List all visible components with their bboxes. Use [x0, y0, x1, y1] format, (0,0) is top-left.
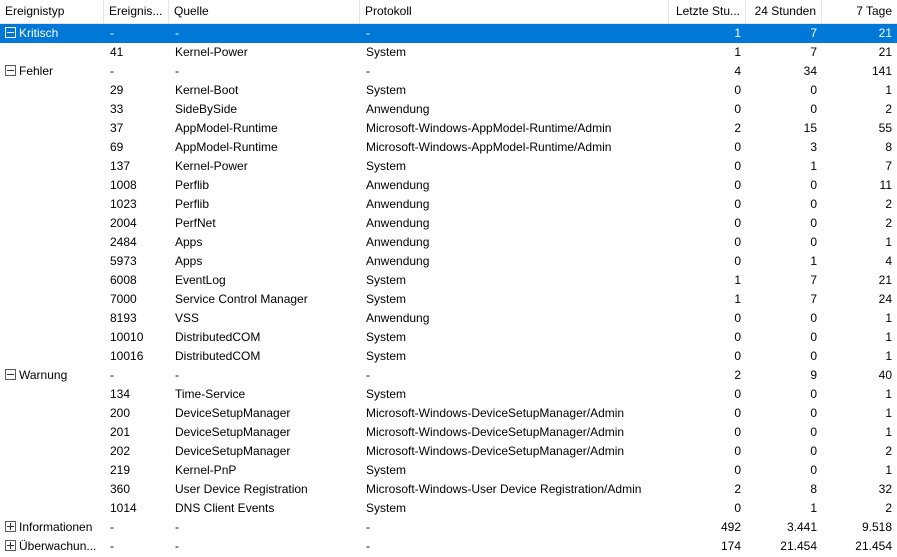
last-hour-cell: 0: [734, 349, 741, 363]
group-type-cell: [0, 537, 104, 556]
week-count-cell: 1: [885, 406, 892, 420]
event-row[interactable]: [0, 328, 897, 347]
type-cell-empty: [0, 404, 104, 423]
day-count-cell: 3: [810, 140, 817, 154]
last-hour-cell: 0: [734, 178, 741, 192]
day-count-cell: 0: [810, 83, 817, 97]
last-hour-cell: 0: [734, 463, 741, 477]
day-count-cell: 0: [810, 444, 817, 458]
type-cell-empty: [0, 157, 104, 176]
week-count-cell: 21: [878, 26, 892, 40]
day-count-cell: 7: [810, 273, 817, 287]
event-id-cell: 33: [110, 102, 124, 116]
last-hour-cell: 0: [734, 311, 741, 325]
event-id-cell: 29: [110, 83, 124, 97]
event-id-cell: 219: [110, 463, 131, 477]
event-row[interactable]: [0, 499, 897, 518]
type-cell-empty: [0, 252, 104, 271]
event-id-cell: 10016: [110, 349, 144, 363]
event-row[interactable]: [0, 423, 897, 442]
event-id-cell: 200: [110, 406, 131, 420]
event-id-cell: 134: [110, 387, 131, 401]
last-hour-cell: 4: [734, 64, 741, 78]
day-count-cell: 0: [810, 178, 817, 192]
event-row[interactable]: [0, 195, 897, 214]
event-row[interactable]: [0, 81, 897, 100]
day-count-cell: 1: [810, 254, 817, 268]
log-cell: System: [366, 501, 407, 515]
last-hour-cell: 2: [734, 482, 741, 496]
event-id-cell: -: [110, 368, 114, 382]
log-cell: Anwendung: [366, 311, 430, 325]
day-count-cell: 7: [810, 26, 817, 40]
last-hour-cell: 0: [734, 501, 741, 515]
day-count-cell: 7: [810, 45, 817, 59]
event-id-cell: -: [110, 64, 114, 78]
event-id-cell: 37: [110, 121, 124, 135]
event-row[interactable]: [0, 100, 897, 119]
source-cell: DeviceSetupManager: [175, 425, 291, 439]
log-cell: Microsoft-Windows-AppModel-Runtime/Admin: [366, 121, 612, 135]
log-cell: Anwendung: [366, 216, 430, 230]
last-hour-cell: 2: [734, 121, 741, 135]
week-count-cell: 2: [885, 197, 892, 211]
collapse-icon[interactable]: [5, 27, 16, 38]
event-row[interactable]: [0, 157, 897, 176]
log-cell: -: [366, 26, 370, 40]
type-cell-empty: [0, 423, 104, 442]
event-row[interactable]: [0, 347, 897, 366]
source-cell: DeviceSetupManager: [175, 406, 291, 420]
type-cell-empty: [0, 480, 104, 499]
event-id-cell: 69: [110, 140, 124, 154]
event-row[interactable]: [0, 442, 897, 461]
week-count-cell: 8: [885, 140, 892, 154]
week-count-cell: 11: [879, 178, 892, 192]
week-count-cell: 21: [878, 45, 892, 59]
type-cell-empty: [0, 499, 104, 518]
column-header-log[interactable]: Protokoll: [360, 0, 669, 23]
type-cell-empty: [0, 214, 104, 233]
event-id-cell: 41: [110, 45, 124, 59]
type-cell-empty: [0, 176, 104, 195]
source-cell: Kernel-Power: [175, 159, 248, 173]
last-hour-cell: 0: [734, 216, 741, 230]
day-count-cell: 0: [810, 425, 817, 439]
week-count-cell: 1: [885, 349, 892, 363]
log-cell: Anwendung: [366, 235, 430, 249]
type-cell-empty: [0, 100, 104, 119]
week-count-cell: 2: [885, 501, 892, 515]
event-row[interactable]: [0, 385, 897, 404]
source-cell: DistributedCOM: [175, 330, 261, 344]
source-cell: Time-Service: [175, 387, 246, 401]
source-cell: DeviceSetupManager: [175, 444, 291, 458]
source-cell: -: [175, 26, 179, 40]
event-row[interactable]: [0, 176, 897, 195]
type-cell-empty: [0, 81, 104, 100]
week-count-cell: 1: [885, 83, 892, 97]
last-hour-cell: 0: [734, 102, 741, 116]
event-id-cell: 6008: [110, 273, 137, 287]
week-count-cell: 1: [885, 463, 892, 477]
log-cell: System: [366, 330, 407, 344]
source-cell: DistributedCOM: [175, 349, 261, 363]
day-count-cell: 0: [810, 197, 817, 211]
day-count-cell: 0: [810, 311, 817, 325]
event-row[interactable]: [0, 233, 897, 252]
event-row[interactable]: [0, 404, 897, 423]
last-hour-cell: 0: [734, 444, 741, 458]
source-cell: -: [175, 539, 179, 553]
type-cell-empty: [0, 442, 104, 461]
group-row[interactable]: [0, 537, 897, 556]
event-row[interactable]: [0, 480, 897, 499]
event-id-cell: 137: [110, 159, 131, 173]
log-cell: System: [366, 463, 407, 477]
log-cell: Microsoft-Windows-DeviceSetupManager/Admin: [366, 406, 625, 420]
week-count-cell: 141: [871, 64, 892, 78]
last-hour-cell: 0: [734, 159, 741, 173]
group-type-cell: [0, 366, 104, 385]
column-header-event-type[interactable]: Ereignistyp: [0, 0, 104, 23]
source-cell: Perflib: [175, 178, 210, 192]
event-id-cell: -: [110, 539, 114, 553]
type-cell-empty: [0, 385, 104, 404]
event-id-cell: 201: [110, 425, 131, 439]
week-count-cell: 55: [878, 121, 892, 135]
column-header-last-hour[interactable]: Letzte Stu...: [669, 0, 746, 23]
event-id-cell: 202: [110, 444, 131, 458]
type-cell-empty: [0, 233, 104, 252]
source-cell: Service Control Manager: [175, 292, 308, 306]
last-hour-cell: 0: [734, 254, 741, 268]
week-count-cell: 21: [878, 273, 892, 287]
log-cell: System: [366, 349, 407, 363]
type-cell-empty: [0, 347, 104, 366]
week-count-cell: 21.454: [855, 539, 892, 553]
collapse-icon[interactable]: [5, 369, 16, 380]
last-hour-cell: 0: [734, 83, 741, 97]
source-cell: Apps: [175, 235, 203, 249]
group-row[interactable]: [0, 62, 897, 81]
type-cell-empty: [0, 461, 104, 480]
source-cell: Perflib: [175, 197, 210, 211]
event-row[interactable]: [0, 119, 897, 138]
last-hour-cell: 0: [734, 387, 741, 401]
group-row[interactable]: [0, 366, 897, 385]
event-id-cell: 1023: [110, 197, 137, 211]
log-cell: -: [366, 520, 370, 534]
day-count-cell: 0: [810, 216, 817, 230]
last-hour-cell: 492: [720, 520, 741, 534]
expand-icon[interactable]: [5, 521, 16, 532]
week-count-cell: 1: [885, 235, 892, 249]
log-cell: System: [366, 83, 407, 97]
last-hour-cell: 1: [734, 273, 741, 287]
event-id-cell: 5973: [110, 254, 137, 268]
event-id-cell: 2484: [110, 235, 137, 249]
event-id-cell: -: [110, 26, 114, 40]
log-cell: Anwendung: [366, 254, 430, 268]
event-id-cell: 7000: [110, 292, 137, 306]
last-hour-cell: 2: [734, 368, 741, 382]
group-label: Fehler: [19, 64, 54, 78]
day-count-cell: 8: [810, 482, 817, 496]
group-type-cell: [0, 518, 104, 537]
day-count-cell: 0: [810, 463, 817, 477]
group-label: Warnung: [19, 368, 68, 382]
log-cell: Microsoft-Windows-DeviceSetupManager/Admin: [366, 444, 625, 458]
event-id-cell: 360: [110, 482, 131, 496]
log-cell: Microsoft-Windows-User Device Registration/Admin: [366, 482, 642, 496]
source-cell: User Device Registration: [175, 482, 308, 496]
event-row[interactable]: [0, 290, 897, 309]
last-hour-cell: 0: [734, 140, 741, 154]
week-count-cell: 1: [885, 330, 892, 344]
source-cell: VSS: [175, 311, 200, 325]
event-row[interactable]: [0, 461, 897, 480]
type-cell-empty: [0, 290, 104, 309]
event-id-cell: 1008: [110, 178, 137, 192]
source-cell: AppModel-Runtime: [175, 140, 278, 154]
day-count-cell: 0: [810, 330, 817, 344]
log-cell: -: [366, 368, 370, 382]
week-count-cell: 4: [885, 254, 892, 268]
group-label: Überwachun...: [19, 539, 97, 553]
week-count-cell: 1: [885, 311, 892, 325]
group-label: Kritisch: [19, 26, 59, 40]
group-type-cell: [0, 24, 104, 43]
column-header-24-hours[interactable]: 24 Stunden: [746, 0, 822, 23]
column-header-source[interactable]: Quelle: [169, 0, 360, 23]
log-cell: System: [366, 387, 407, 401]
log-cell: -: [366, 64, 370, 78]
source-cell: SideBySide: [175, 102, 238, 116]
group-label: Informationen: [19, 520, 93, 534]
event-row[interactable]: [0, 138, 897, 157]
day-count-cell: 34: [803, 64, 817, 78]
source-cell: Apps: [175, 254, 203, 268]
log-cell: System: [366, 159, 407, 173]
log-cell: -: [366, 539, 370, 553]
day-count-cell: 0: [810, 235, 817, 249]
last-hour-cell: 1: [734, 292, 741, 306]
log-cell: Microsoft-Windows-DeviceSetupManager/Admin: [366, 425, 625, 439]
log-cell: System: [366, 273, 407, 287]
source-cell: Kernel-Boot: [175, 83, 239, 97]
last-hour-cell: 0: [734, 197, 741, 211]
type-cell-empty: [0, 271, 104, 290]
day-count-cell: 3.441: [786, 520, 817, 534]
event-rows: [0, 24, 897, 556]
week-count-cell: 40: [878, 368, 892, 382]
week-count-cell: 1: [885, 425, 892, 439]
day-count-cell: 7: [810, 292, 817, 306]
week-count-cell: 24: [878, 292, 892, 306]
last-hour-cell: 0: [734, 425, 741, 439]
event-row[interactable]: [0, 252, 897, 271]
day-count-cell: 1: [810, 501, 817, 515]
group-row[interactable]: [0, 24, 897, 43]
day-count-cell: 0: [810, 387, 817, 401]
week-count-cell: 7: [885, 159, 892, 173]
week-count-cell: 32: [878, 482, 892, 496]
week-count-cell: 1: [885, 387, 892, 401]
log-cell: Anwendung: [366, 102, 430, 116]
log-cell: Microsoft-Windows-AppModel-Runtime/Admin: [366, 140, 612, 154]
source-cell: AppModel-Runtime: [175, 121, 278, 135]
day-count-cell: 9: [810, 368, 817, 382]
week-count-cell: 9.518: [861, 520, 892, 534]
event-id-cell: 1014: [110, 501, 137, 515]
log-cell: System: [366, 292, 407, 306]
log-cell: Anwendung: [366, 197, 430, 211]
week-count-cell: 2: [885, 102, 892, 116]
source-cell: PerfNet: [175, 216, 216, 230]
type-cell-empty: [0, 328, 104, 347]
column-header-row: [0, 0, 897, 24]
expand-icon[interactable]: [5, 540, 16, 551]
event-id-cell: 2004: [110, 216, 137, 230]
source-cell: EventLog: [175, 273, 226, 287]
day-count-cell: 21.454: [780, 539, 817, 553]
collapse-icon[interactable]: [5, 65, 16, 76]
type-cell-empty: [0, 119, 104, 138]
type-cell-empty: [0, 43, 104, 62]
event-id-cell: 10010: [110, 330, 144, 344]
day-count-cell: 1: [810, 159, 817, 173]
week-count-cell: 2: [885, 444, 892, 458]
event-row[interactable]: [0, 214, 897, 233]
event-id-cell: -: [110, 520, 114, 534]
source-cell: Kernel-PnP: [175, 463, 237, 477]
event-id-cell: 8193: [110, 311, 137, 325]
source-cell: -: [175, 520, 179, 534]
last-hour-cell: 174: [720, 539, 741, 553]
week-count-cell: 2: [885, 216, 892, 230]
column-header-event-id[interactable]: Ereignis...: [104, 0, 169, 23]
source-cell: Kernel-Power: [175, 45, 248, 59]
event-row[interactable]: [0, 309, 897, 328]
type-cell-empty: [0, 138, 104, 157]
event-row[interactable]: [0, 43, 897, 62]
last-hour-cell: 0: [734, 330, 741, 344]
last-hour-cell: 0: [734, 235, 741, 249]
last-hour-cell: 1: [734, 26, 741, 40]
day-count-cell: 0: [810, 102, 817, 116]
group-type-cell: [0, 62, 104, 81]
day-count-cell: 0: [810, 349, 817, 363]
log-cell: Anwendung: [366, 178, 430, 192]
last-hour-cell: 1: [734, 45, 741, 59]
source-cell: -: [175, 368, 179, 382]
day-count-cell: 0: [810, 406, 817, 420]
type-cell-empty: [0, 309, 104, 328]
day-count-cell: 15: [803, 121, 817, 135]
group-row[interactable]: [0, 518, 897, 537]
last-hour-cell: 0: [734, 406, 741, 420]
source-cell: DNS Client Events: [175, 501, 275, 515]
log-cell: System: [366, 45, 407, 59]
type-cell-empty: [0, 195, 104, 214]
source-cell: -: [175, 64, 179, 78]
event-row[interactable]: [0, 271, 897, 290]
column-header-7-days[interactable]: 7 Tage: [856, 4, 892, 18]
